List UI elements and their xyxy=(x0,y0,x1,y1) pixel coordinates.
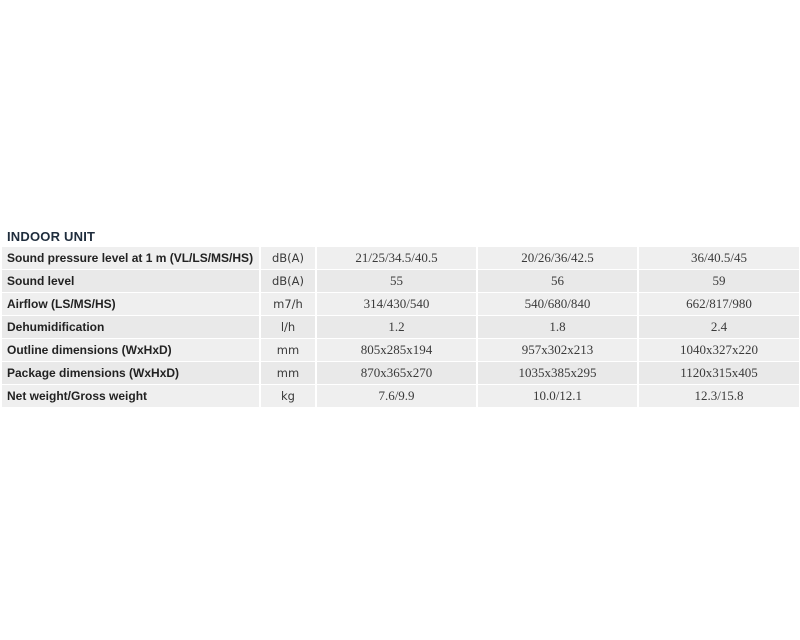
row-value-model-2: 20/26/36/42.5 xyxy=(477,247,638,270)
table-row xyxy=(2,385,799,408)
row-value-model-3: 36/40.5/45 xyxy=(638,247,799,270)
table-row xyxy=(2,316,799,339)
row-label: Sound pressure level at 1 m (VL/LS/MS/HS) xyxy=(2,247,260,270)
row-unit: mm xyxy=(260,339,316,362)
row-value-model-3: 59 xyxy=(638,270,799,293)
indoor-unit-spec-table xyxy=(2,247,799,408)
row-value-model-1: 21/25/34.5/40.5 xyxy=(316,247,477,270)
table-row xyxy=(2,270,799,293)
row-value-model-3: 1040x327x220 xyxy=(638,339,799,362)
table-row xyxy=(2,339,799,362)
row-value-model-3: 12.3/15.8 xyxy=(638,385,799,408)
row-label: Net weight/Gross weight xyxy=(2,385,260,408)
row-unit: mm xyxy=(260,362,316,385)
row-label: Airflow (LS/MS/HS) xyxy=(2,293,260,316)
row-value-model-1: 55 xyxy=(316,270,477,293)
row-value-model-1: 805x285x194 xyxy=(316,339,477,362)
row-label: Sound level xyxy=(2,270,260,293)
row-unit: dB(A) xyxy=(260,247,316,270)
row-value-model-2: 1035x385x295 xyxy=(477,362,638,385)
row-unit: l/h xyxy=(260,316,316,339)
row-label: Outline dimensions (WxHxD) xyxy=(2,339,260,362)
row-value-model-3: 1120x315x405 xyxy=(638,362,799,385)
row-value-model-1: 1.2 xyxy=(316,316,477,339)
row-value-model-1: 870x365x270 xyxy=(316,362,477,385)
row-label: Dehumidification xyxy=(2,316,260,339)
row-value-model-1: 7.6/9.9 xyxy=(316,385,477,408)
row-unit: m7/h xyxy=(260,293,316,316)
row-value-model-3: 2.4 xyxy=(638,316,799,339)
table-row xyxy=(2,362,799,385)
row-unit: dB(A) xyxy=(260,270,316,293)
row-label: Package dimensions (WxHxD) xyxy=(2,362,260,385)
table-row xyxy=(2,247,799,270)
row-value-model-2: 10.0/12.1 xyxy=(477,385,638,408)
row-value-model-2: 957x302x213 xyxy=(477,339,638,362)
row-value-model-2: 1.8 xyxy=(477,316,638,339)
row-value-model-2: 540/680/840 xyxy=(477,293,638,316)
section-title: INDOOR UNIT xyxy=(7,229,96,244)
row-value-model-3: 662/817/980 xyxy=(638,293,799,316)
row-value-model-1: 314/430/540 xyxy=(316,293,477,316)
row-unit: kg xyxy=(260,385,316,408)
table-row xyxy=(2,293,799,316)
row-value-model-2: 56 xyxy=(477,270,638,293)
